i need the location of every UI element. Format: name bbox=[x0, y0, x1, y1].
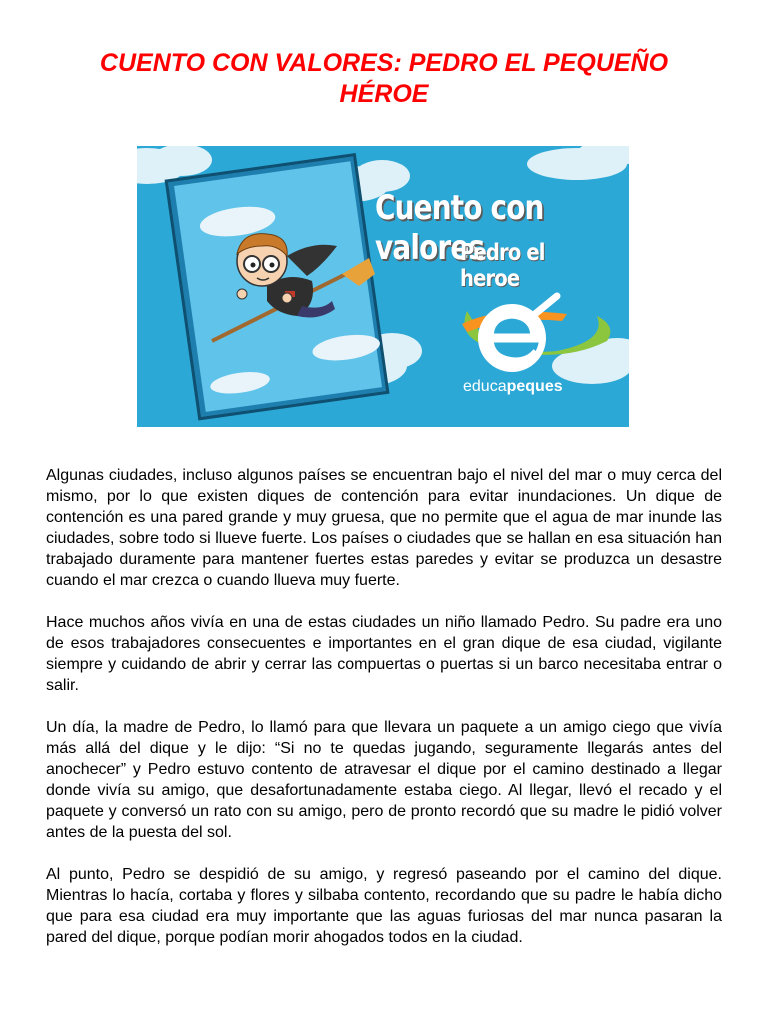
cover-title: Cuento con valores bbox=[375, 188, 544, 268]
paragraph-3: Un día, la madre de Pedro, lo llamó para que llevara un paquete a un amigo ciego que vivía más allá del dique y le dijo: “Si no te quedas jugando, seguramente llegarás antes del anochecer” y Pedro estuvo contento de atravesar el dique por el camino destinado a llegar donde vivía su amigo, que desafortunadamente estaba ciego. Al llegar, llevó el recado y el paquete y conversó un rato con su amigo, pero de pronto recordó que su madre le pidió volver antes de la puesta del sol. bbox=[46, 719, 722, 841]
cover-image bbox=[137, 146, 629, 427]
logo-wordmark-a: educa bbox=[463, 378, 507, 395]
title-line-2: HÉROE bbox=[339, 80, 429, 108]
logo-wordmark bbox=[463, 378, 563, 396]
paragraph-2: Hace muchos años vivía en una de estas ciudades un niño llamado Pedro. Su padre era uno de esos trabajadores consecuentes e importantes en el gran dique de esa ciudad, vigilante siempre y cuidando de abrir y cerrar las compuertas o puertas si un barco necesitaba entrar o salir. bbox=[46, 614, 722, 694]
cover-subtitle: Pedro el heroe bbox=[460, 240, 545, 292]
paragraph-4: Al punto, Pedro se despidió de su amigo, y regresó paseando por el camino del dique. Mientras lo hacía, cortaba y flores y silbaba contento, recordando que su padre le había dicho que para esa ciudad era muy importante que las aguas furiosas del mar nunca pasaran la pared del dique, porque podían morir ahogados todos en la ciudad. bbox=[46, 866, 722, 946]
story-body bbox=[46, 465, 722, 969]
logo-wordmark-b: peques bbox=[506, 378, 563, 395]
title-line-1: CUENTO CON VALORES: PEDRO EL PEQUEÑO bbox=[99, 49, 669, 77]
paragraph-1: Algunas ciudades, incluso algunos países se encuentran bajo el nivel del mar o muy cerca del mismo, por lo que existen diques de contención para evitar inundaciones. Un dique de contención es una pared grande y muy gruesa, que no permite que el agua de mar inunde las ciudades, sobre todo si llueve fuerte. Los países o ciudades que se hallan en esa situación han trabajado duramente para mantener fuertes estas paredes y evitar se produzca un desastre cuando el mar crezca o cuando llueva muy fuerte. bbox=[46, 467, 722, 589]
document-title bbox=[40, 48, 728, 110]
